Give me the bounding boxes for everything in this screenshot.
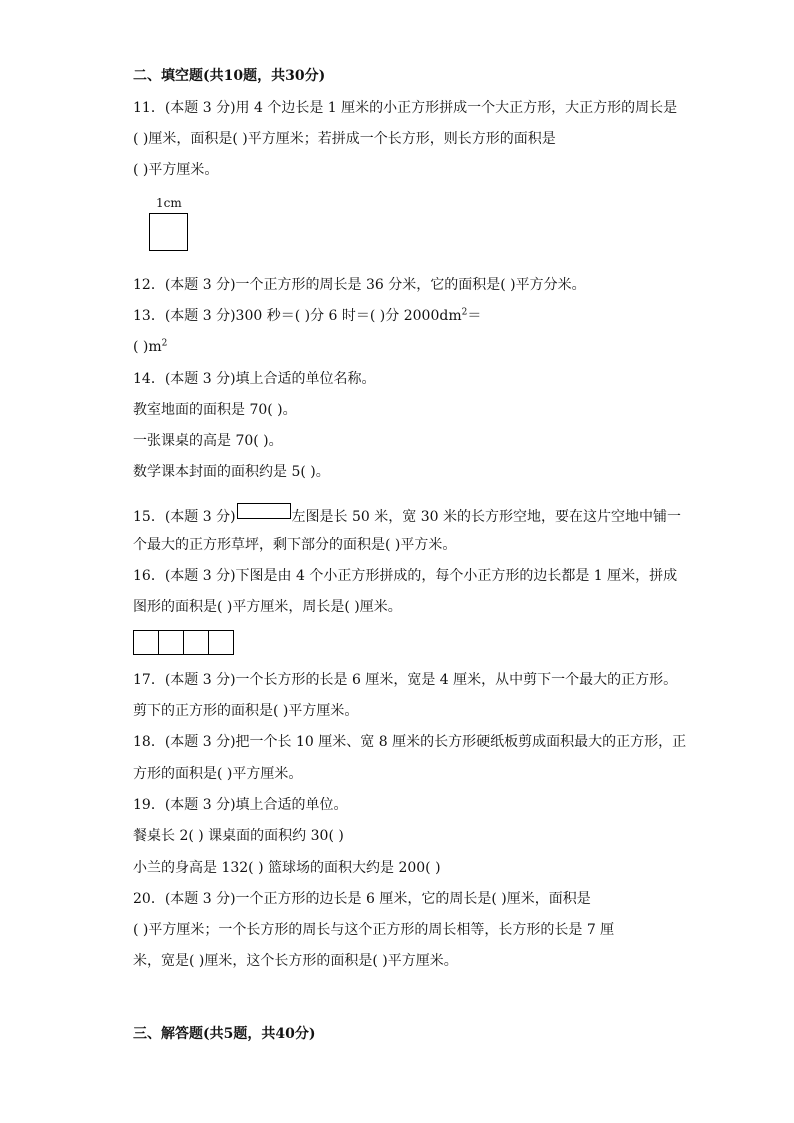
q19-line2: 餐桌长 2( ) 课桌面的面积约 30( ) xyxy=(133,828,344,844)
q14-line3: 一张课桌的高是 70( )。 xyxy=(133,433,283,449)
q12-line: 12．(本题 3 分)一个正方形的周长是 36 分米，它的面积是( )平方分米。 xyxy=(133,277,586,293)
q16-line1: 16．(本题 3 分)下图是由 4 个小正方形拼成的，每个小正方形的边长都是 1 厘米，拼成 xyxy=(133,568,678,584)
q19-line3: 小兰的身高是 132( ) 篮球场的面积大约是 200( ) xyxy=(133,860,441,876)
q17-line1: 17．(本题 3 分)一个长方形的长是 6 厘米，宽是 4 厘米，从中剪下一个最大的正方形。 xyxy=(133,672,678,688)
q20-line1: 20．(本题 3 分)一个正方形的边长是 6 厘米，它的周长是( )厘米，面积是 xyxy=(133,891,591,907)
q16-four-squares-figure xyxy=(133,630,234,654)
q11-line2: ( )厘米，面积是( )平方厘米；若拼成一个长方形，则长方形的面积是 xyxy=(133,131,556,147)
q18-line1: 18．(本题 3 分)把一个长 10 厘米、宽 8 厘米的长方形硬纸板剪成面积最大的正方形，正 xyxy=(133,734,687,750)
q11-line1: 11．(本题 3 分)用 4 个边长是 1 厘米的小正方形拼成一个大正方形，大正方形的周长是 xyxy=(133,100,678,116)
q11-unit-square-figure xyxy=(149,213,188,251)
q17-line2: 剪下的正方形的面积是( )平方厘米。 xyxy=(133,703,359,719)
q15-text: 左图是长 50 米，宽 30 米的长方形空地，要在这片空地中铺一 xyxy=(291,509,681,525)
q15-line1 xyxy=(133,503,681,526)
q16-square xyxy=(183,630,209,655)
q16-square xyxy=(158,630,184,655)
q14-line2: 教室地面的面积是 70( )。 xyxy=(133,402,297,418)
q15-line2: 个最大的正方形草坪，剩下部分的面积是( )平方米。 xyxy=(133,537,457,553)
q13-blank-unit: ( )m xyxy=(133,339,162,355)
q14-line4: 数学课本封面的面积约是 5( )。 xyxy=(133,464,330,480)
q14-line1: 14．(本题 3 分)填上合适的单位名称。 xyxy=(133,371,376,387)
section-title-fill-in: 二、填空题(共10题，共30分) xyxy=(133,68,326,84)
q15-rectangle-figure xyxy=(237,503,291,519)
q13-line2 xyxy=(133,338,167,356)
q13-equals: ＝ xyxy=(467,308,482,324)
q15-prefix: 15．(本题 3 分) xyxy=(133,509,236,525)
q18-line2: 方形的面积是( )平方厘米。 xyxy=(133,766,303,782)
q20-line3: 米，宽是( )厘米，这个长方形的面积是( )平方厘米。 xyxy=(133,953,458,969)
q11-figure-label: 1cm xyxy=(156,196,182,210)
q13-superscript: 2 xyxy=(461,307,468,318)
q11-line3: ( )平方厘米。 xyxy=(133,162,219,178)
q16-square xyxy=(133,630,159,655)
q16-line2: 图形的面积是( )平方厘米，周长是( )厘米。 xyxy=(133,599,402,615)
q13-line1 xyxy=(133,307,481,325)
q19-line1: 19．(本题 3 分)填上合适的单位。 xyxy=(133,797,348,813)
q13-text: 13．(本题 3 分)300 秒＝( )分 6 时＝( )分 2000dm xyxy=(133,308,462,324)
section-title-answer: 三、解答题(共5题，共40分) xyxy=(133,1026,316,1042)
q16-square xyxy=(208,630,234,655)
q13-superscript-2: 2 xyxy=(161,338,168,349)
q20-line2: ( )平方厘米；一个长方形的周长与这个正方形的周长相等，长方形的长是 7 厘 xyxy=(133,922,615,938)
